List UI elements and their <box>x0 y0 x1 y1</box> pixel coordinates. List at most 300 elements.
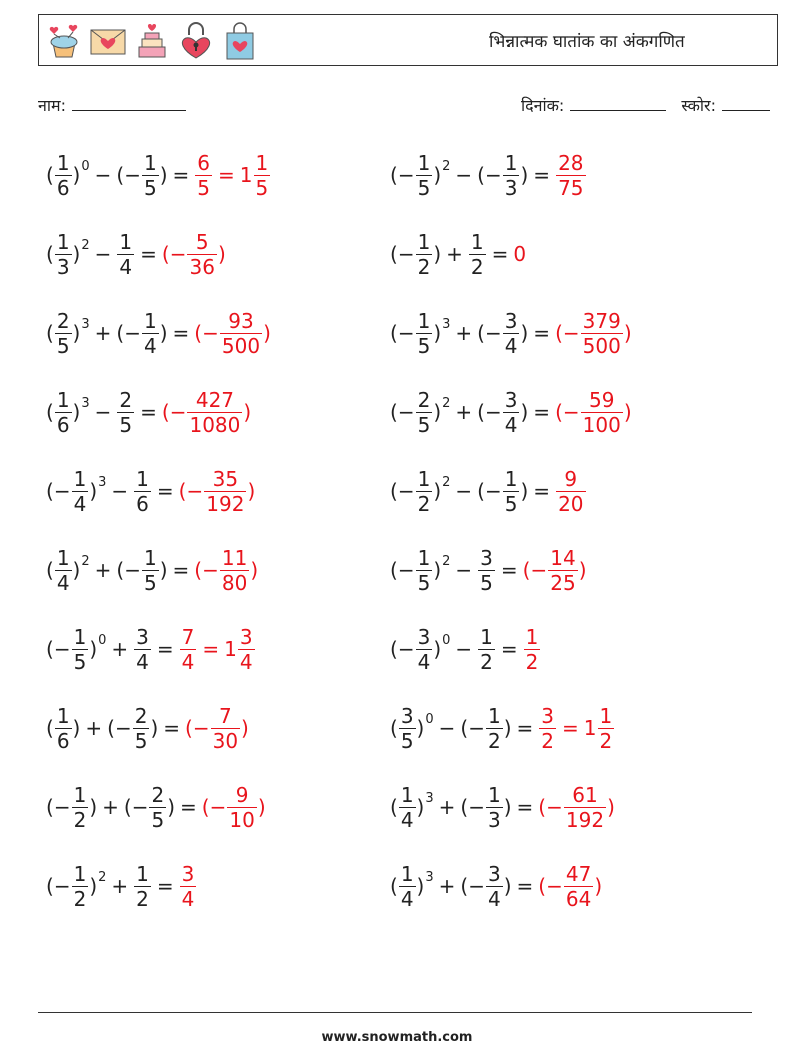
numerator: 11 <box>221 545 248 570</box>
open-paren: ( <box>390 321 398 345</box>
minus-sign: − <box>562 321 580 345</box>
answer <box>513 242 526 266</box>
close-paren: ) <box>159 163 168 187</box>
numerator: 93 <box>228 308 254 333</box>
operator: + <box>94 321 112 345</box>
operator: + <box>438 795 456 819</box>
numerator: 1 <box>480 624 493 649</box>
problem-item <box>390 777 615 837</box>
fraction <box>416 546 433 595</box>
close-paren: ) <box>241 716 249 740</box>
numerator: 47 <box>565 861 592 886</box>
fraction <box>581 309 623 358</box>
equals-sign: = <box>202 637 220 661</box>
close-paren: ) <box>159 321 168 345</box>
open-paren: ( <box>460 874 469 898</box>
open-paren: ( <box>46 558 54 582</box>
close-paren: ) <box>433 400 442 424</box>
minus-sign: − <box>53 795 71 819</box>
operator: + <box>85 716 103 740</box>
numerator: 3 <box>504 387 518 412</box>
answer <box>538 783 615 832</box>
minus-sign: − <box>530 558 548 582</box>
problem-item <box>390 461 587 521</box>
answer <box>538 704 615 753</box>
answer <box>179 467 256 516</box>
problem-item <box>46 145 271 205</box>
minus-sign: − <box>131 795 149 819</box>
header-icons <box>45 21 259 61</box>
operator: + <box>111 637 129 661</box>
denominator: 4 <box>504 333 518 358</box>
fraction <box>180 625 197 674</box>
fraction <box>548 546 577 595</box>
fraction <box>524 625 541 674</box>
minus-sign: − <box>484 479 502 503</box>
minus-sign: − <box>562 400 580 424</box>
fraction <box>55 546 72 595</box>
close-paren: ) <box>72 558 81 582</box>
equals-sign: = <box>516 874 534 898</box>
fraction <box>72 783 89 832</box>
equals-sign: = <box>533 321 551 345</box>
denominator: 4 <box>400 886 414 911</box>
close-paren: ) <box>416 716 425 740</box>
denominator: 5 <box>56 333 70 358</box>
numerator: 1 <box>470 229 484 254</box>
exponent: 2 <box>98 870 107 885</box>
exponent: 2 <box>81 238 90 253</box>
equals-sign: = <box>533 163 551 187</box>
problem-item <box>46 382 251 442</box>
open-paren: ( <box>555 400 563 424</box>
fraction <box>142 151 159 200</box>
denominator: 5 <box>73 649 87 674</box>
open-paren: ( <box>477 479 485 503</box>
denominator: 5 <box>504 491 518 516</box>
close-paren: ) <box>520 400 529 424</box>
denominator: 100 <box>582 412 621 437</box>
denominator: 4 <box>181 886 195 911</box>
numerator: 1 <box>143 308 157 333</box>
denominator: 3 <box>504 175 518 200</box>
numerator: 1 <box>73 861 87 886</box>
problem-item <box>46 856 197 916</box>
denominator: 6 <box>56 412 70 437</box>
open-paren: ( <box>194 321 203 345</box>
open-paren: ( <box>201 795 210 819</box>
fraction <box>416 467 433 516</box>
numerator: 1 <box>525 624 539 649</box>
fraction <box>399 862 416 911</box>
problem-item <box>390 224 526 284</box>
fraction <box>142 546 159 595</box>
fraction <box>134 625 151 674</box>
answer <box>194 151 271 200</box>
fraction <box>399 704 416 753</box>
fraction <box>254 151 271 200</box>
numerator: 1 <box>255 150 269 175</box>
equals-sign: = <box>491 242 509 266</box>
minus-sign: − <box>124 558 141 582</box>
denominator: 192 <box>565 807 605 832</box>
denominator: 500 <box>582 333 621 358</box>
open-paren: ( <box>46 479 54 503</box>
denominator: 2 <box>599 728 613 753</box>
open-paren: ( <box>477 321 485 345</box>
numerator: 3 <box>400 703 414 728</box>
fraction <box>416 230 433 279</box>
denominator: 4 <box>136 649 149 674</box>
problem-item <box>46 540 258 600</box>
close-paren: ) <box>416 874 425 898</box>
numerator: 6 <box>197 150 211 175</box>
open-paren: ( <box>46 874 54 898</box>
minus-sign: − <box>468 795 485 819</box>
minus-sign: − <box>53 637 71 661</box>
numerator: 35 <box>212 466 239 491</box>
answer <box>194 546 258 595</box>
denominator: 2 <box>525 649 539 674</box>
numerator: 14 <box>550 545 576 570</box>
answer <box>555 309 632 358</box>
numerator: 1 <box>504 150 518 175</box>
denominator: 5 <box>417 412 431 437</box>
denominator: 5 <box>119 412 133 437</box>
denominator: 30 <box>212 728 239 753</box>
numerator: 1 <box>143 545 157 570</box>
fraction <box>503 151 520 200</box>
denominator: 4 <box>417 649 431 674</box>
gift-bag-heart-icon <box>221 21 259 61</box>
minus-sign: − <box>202 321 219 345</box>
open-paren: ( <box>46 400 54 424</box>
numerator: 3 <box>541 703 555 728</box>
minus-sign: − <box>397 479 415 503</box>
close-paren: ) <box>433 479 442 503</box>
equals-sign: = <box>516 795 534 819</box>
exponent: 2 <box>442 475 451 490</box>
heart-lock-icon <box>177 21 215 61</box>
problem-item <box>46 303 271 363</box>
numerator: 1 <box>136 466 149 491</box>
problem-item <box>390 856 602 916</box>
fraction <box>180 862 197 911</box>
operator: + <box>111 874 129 898</box>
exponent: 3 <box>425 870 434 885</box>
operator: + <box>455 321 473 345</box>
numerator: 28 <box>558 150 584 175</box>
denominator: 4 <box>487 886 501 911</box>
numerator: 1 <box>400 861 414 886</box>
equals-sign: = <box>533 400 551 424</box>
denominator: 4 <box>73 491 87 516</box>
denominator: 5 <box>197 175 211 200</box>
open-paren: ( <box>538 795 547 819</box>
close-paren: ) <box>72 716 81 740</box>
equals-sign: = <box>172 163 190 187</box>
love-letter-icon <box>89 21 127 61</box>
open-paren: ( <box>161 400 170 424</box>
operator: − <box>455 558 473 582</box>
operator: + <box>446 242 463 266</box>
fraction <box>486 783 503 832</box>
denominator: 4 <box>400 807 414 832</box>
numerator: 61 <box>572 782 598 807</box>
fraction <box>598 704 615 753</box>
fraction <box>55 151 72 200</box>
equals-sign: = <box>163 716 181 740</box>
numerator: 9 <box>564 466 578 491</box>
denominator: 2 <box>470 254 484 279</box>
open-paren: ( <box>390 795 398 819</box>
close-paren: ) <box>263 321 271 345</box>
operator: + <box>438 874 456 898</box>
close-paren: ) <box>72 321 81 345</box>
numerator: 3 <box>417 624 431 649</box>
denominator: 5 <box>400 728 414 753</box>
denominator: 500 <box>221 333 261 358</box>
answer <box>194 309 271 358</box>
minus-sign: − <box>124 321 141 345</box>
numerator: 1 <box>599 703 613 728</box>
date-score-fields <box>521 94 770 116</box>
fraction <box>503 467 520 516</box>
minus-sign: − <box>546 795 563 819</box>
answer <box>555 151 586 200</box>
fraction <box>486 704 503 753</box>
exponent: 3 <box>81 317 90 332</box>
denominator: 5 <box>143 175 157 200</box>
close-paren: ) <box>607 795 615 819</box>
fraction <box>503 388 520 437</box>
problem-item <box>390 303 632 363</box>
open-paren: ( <box>390 163 398 187</box>
close-paren: ) <box>503 795 512 819</box>
open-paren: ( <box>390 479 398 503</box>
close-paren: ) <box>433 637 442 661</box>
whole-part: 1 <box>224 637 237 661</box>
answer <box>202 783 266 832</box>
exponent: 2 <box>442 159 451 174</box>
fraction <box>478 625 495 674</box>
denominator: 64 <box>565 886 592 911</box>
denominator: 4 <box>56 570 70 595</box>
close-paren: ) <box>150 716 159 740</box>
minus-sign: − <box>397 558 415 582</box>
minus-sign: − <box>53 479 71 503</box>
problem-item <box>46 619 256 679</box>
name-blank <box>72 96 186 111</box>
problem-item <box>46 777 266 837</box>
numerator: 1 <box>56 150 70 175</box>
fraction <box>55 230 72 279</box>
name-label: नाम: <box>38 96 66 115</box>
open-paren: ( <box>123 795 132 819</box>
numerator: 1 <box>417 466 431 491</box>
fraction <box>117 388 134 437</box>
operator: − <box>438 716 456 740</box>
answer <box>523 546 587 595</box>
exponent: 0 <box>442 633 451 648</box>
fraction <box>220 309 262 358</box>
numerator: 1 <box>417 229 431 254</box>
minus-sign: − <box>468 716 485 740</box>
operator: − <box>94 400 112 424</box>
numerator: 1 <box>73 782 87 807</box>
denominator: 36 <box>189 254 215 279</box>
fraction <box>416 388 433 437</box>
equals-sign: = <box>562 716 579 740</box>
equals-sign: = <box>533 479 551 503</box>
close-paren: ) <box>72 242 81 266</box>
numerator: 1 <box>56 229 70 254</box>
numerator: 1 <box>417 150 431 175</box>
score-blank <box>722 96 770 111</box>
open-paren: ( <box>46 795 54 819</box>
open-paren: ( <box>46 637 54 661</box>
denominator: 80 <box>221 570 248 595</box>
open-paren: ( <box>161 242 170 266</box>
fraction <box>416 625 433 674</box>
numerator: 1 <box>417 308 431 333</box>
open-paren: ( <box>46 163 54 187</box>
close-paren: ) <box>257 795 266 819</box>
numerator: 1 <box>143 150 157 175</box>
open-paren: ( <box>477 163 485 187</box>
open-paren: ( <box>46 321 54 345</box>
operator: − <box>455 163 473 187</box>
operator: − <box>94 242 112 266</box>
equals-sign: = <box>516 716 534 740</box>
numerator: 2 <box>417 387 431 412</box>
exponent: 2 <box>442 396 451 411</box>
problem-item <box>390 145 587 205</box>
close-paren: ) <box>433 321 442 345</box>
close-paren: ) <box>72 400 81 424</box>
denominator: 75 <box>558 175 584 200</box>
fraction <box>227 783 256 832</box>
close-paren: ) <box>416 795 425 819</box>
fraction <box>55 704 72 753</box>
denominator: 2 <box>541 728 555 753</box>
footer-site: www.snowmath.com <box>321 1030 473 1045</box>
denominator: 192 <box>206 491 245 516</box>
denominator: 10 <box>229 807 255 832</box>
minus-sign: − <box>484 163 502 187</box>
equals-sign: = <box>172 558 190 582</box>
answer <box>523 625 542 674</box>
operator: + <box>94 558 112 582</box>
fraction <box>220 546 249 595</box>
minus-sign: − <box>192 716 210 740</box>
answer <box>538 862 602 911</box>
exponent: 2 <box>442 554 451 569</box>
minus-sign: − <box>209 795 227 819</box>
close-paren: ) <box>623 321 632 345</box>
open-paren: ( <box>460 795 469 819</box>
fraction <box>142 309 159 358</box>
denominator: 2 <box>487 728 501 753</box>
close-paren: ) <box>72 163 81 187</box>
denominator: 4 <box>504 412 518 437</box>
equals-sign: = <box>140 242 157 266</box>
close-paren: ) <box>89 479 98 503</box>
score-label: स्कोर: <box>681 96 716 115</box>
denominator: 5 <box>151 807 165 832</box>
denominator: 5 <box>255 175 269 200</box>
fraction <box>195 151 212 200</box>
denominator: 5 <box>417 175 431 200</box>
equals-sign: = <box>156 479 174 503</box>
close-paren: ) <box>89 874 98 898</box>
minus-sign: − <box>169 400 187 424</box>
denominator: 5 <box>417 333 431 358</box>
close-paren: ) <box>247 479 256 503</box>
operator: − <box>455 479 473 503</box>
answer <box>162 388 251 437</box>
fraction <box>581 388 623 437</box>
footer-divider <box>38 1012 752 1013</box>
problem-item <box>390 382 632 442</box>
numerator: 2 <box>151 782 165 807</box>
open-paren: ( <box>390 637 398 661</box>
name-field <box>38 94 186 116</box>
cake-heart-icon <box>133 21 171 61</box>
numerator: 59 <box>589 387 615 412</box>
open-paren: ( <box>390 400 398 424</box>
close-paren: ) <box>578 558 587 582</box>
minus-sign: − <box>546 874 563 898</box>
close-paren: ) <box>89 637 98 661</box>
close-paren: ) <box>503 716 512 740</box>
numerator: 1 <box>73 624 87 649</box>
numerator: 7 <box>218 703 232 728</box>
open-paren: ( <box>46 716 54 740</box>
minus-sign: − <box>397 400 415 424</box>
exponent: 3 <box>442 317 451 332</box>
problem-item <box>390 619 541 679</box>
denominator: 4 <box>143 333 157 358</box>
open-paren: ( <box>107 716 115 740</box>
answer <box>185 704 249 753</box>
fraction <box>503 309 520 358</box>
numerator: 379 <box>582 308 621 333</box>
exponent: 0 <box>425 712 434 727</box>
denominator: 2 <box>417 254 431 279</box>
close-paren: ) <box>433 163 442 187</box>
equals-sign: = <box>172 321 190 345</box>
denominator: 4 <box>119 254 133 279</box>
minus-sign: − <box>124 163 141 187</box>
denominator: 6 <box>136 491 149 516</box>
close-paren: ) <box>217 242 226 266</box>
fraction <box>478 546 495 595</box>
minus-sign: − <box>169 242 187 266</box>
numerator: 3 <box>504 308 518 333</box>
denominator: 5 <box>480 570 493 595</box>
fraction <box>72 862 89 911</box>
minus-sign: − <box>468 874 485 898</box>
fraction <box>416 309 433 358</box>
open-paren: ( <box>555 321 563 345</box>
numerator: 1 <box>400 782 414 807</box>
fraction <box>486 862 503 911</box>
numerator: 3 <box>239 624 253 649</box>
close-paren: ) <box>520 321 529 345</box>
close-paren: ) <box>243 400 252 424</box>
fraction <box>556 151 585 200</box>
